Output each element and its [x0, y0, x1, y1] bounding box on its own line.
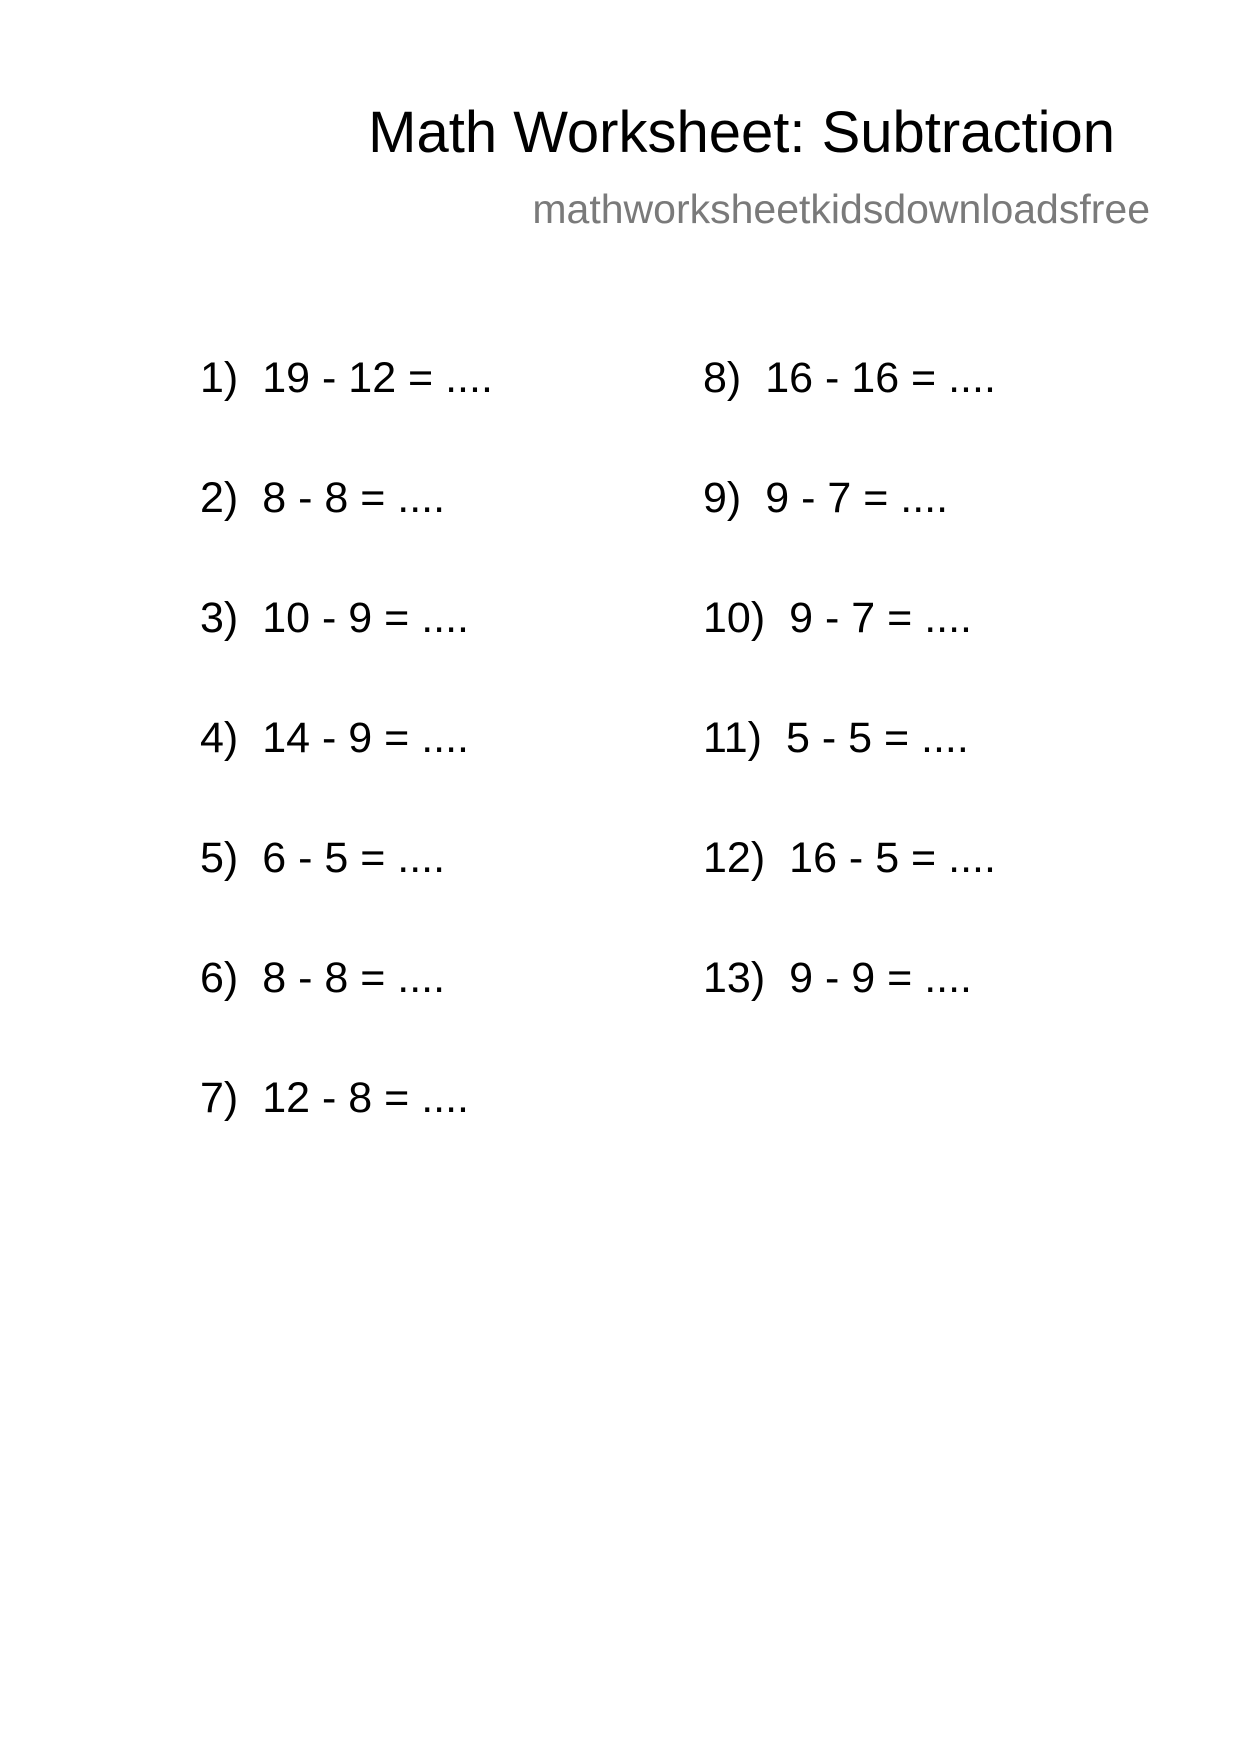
problem-item: [200, 588, 493, 708]
worksheet-subtitle: mathworksheetkidsdownloadsfree: [532, 186, 1150, 232]
problem-item: [703, 468, 996, 588]
problem-expression: 12 - 8 = ....: [262, 1074, 469, 1122]
problem-number: 13): [703, 954, 766, 1002]
problem-expression: 6 - 5 = ....: [262, 834, 446, 882]
problem-expression: 9 - 7 = ....: [765, 474, 949, 522]
problem-number: 7): [200, 1074, 239, 1122]
problem-expression: 10 - 9 = ....: [262, 594, 469, 642]
problem-number: 8): [703, 354, 742, 402]
worksheet-title: Math Worksheet: Subtraction: [368, 100, 1115, 165]
problem-item: [200, 468, 493, 588]
problem-expression: 14 - 9 = ....: [262, 714, 469, 762]
problem-expression: 16 - 16 = ....: [765, 354, 996, 402]
problem-number: 6): [200, 954, 239, 1002]
problem-expression: 19 - 12 = ....: [262, 354, 493, 402]
problem-number: 10): [703, 594, 766, 642]
problem-expression: 9 - 7 = ....: [789, 594, 972, 642]
problem-item: [200, 1068, 493, 1188]
problem-item: [200, 348, 493, 468]
problem-number: 11): [703, 714, 762, 762]
problem-item: [703, 948, 996, 1068]
problem-item: [703, 828, 996, 948]
problem-number: 5): [200, 834, 239, 882]
problem-item: [200, 828, 493, 948]
problem-expression: 8 - 8 = ....: [262, 474, 446, 522]
problem-number: 2): [200, 474, 239, 522]
problem-item: [200, 948, 493, 1068]
problem-number: 1): [200, 354, 239, 402]
problem-number: 9): [703, 474, 742, 522]
problem-column-left: [200, 348, 493, 1188]
problem-expression: 8 - 8 = ....: [262, 954, 446, 1002]
problem-expression: 5 - 5 = ....: [785, 714, 969, 762]
problem-expression: 16 - 5 = ....: [789, 834, 996, 882]
problem-expression: 9 - 9 = ....: [789, 954, 972, 1002]
problem-item: [703, 588, 996, 708]
problem-item: [200, 708, 493, 828]
problem-number: 3): [200, 594, 239, 642]
problem-item: [703, 348, 996, 468]
problem-column-right: [703, 348, 996, 1068]
problem-number: 12): [703, 834, 766, 882]
problem-number: 4): [200, 714, 239, 762]
problem-item: [703, 708, 996, 828]
